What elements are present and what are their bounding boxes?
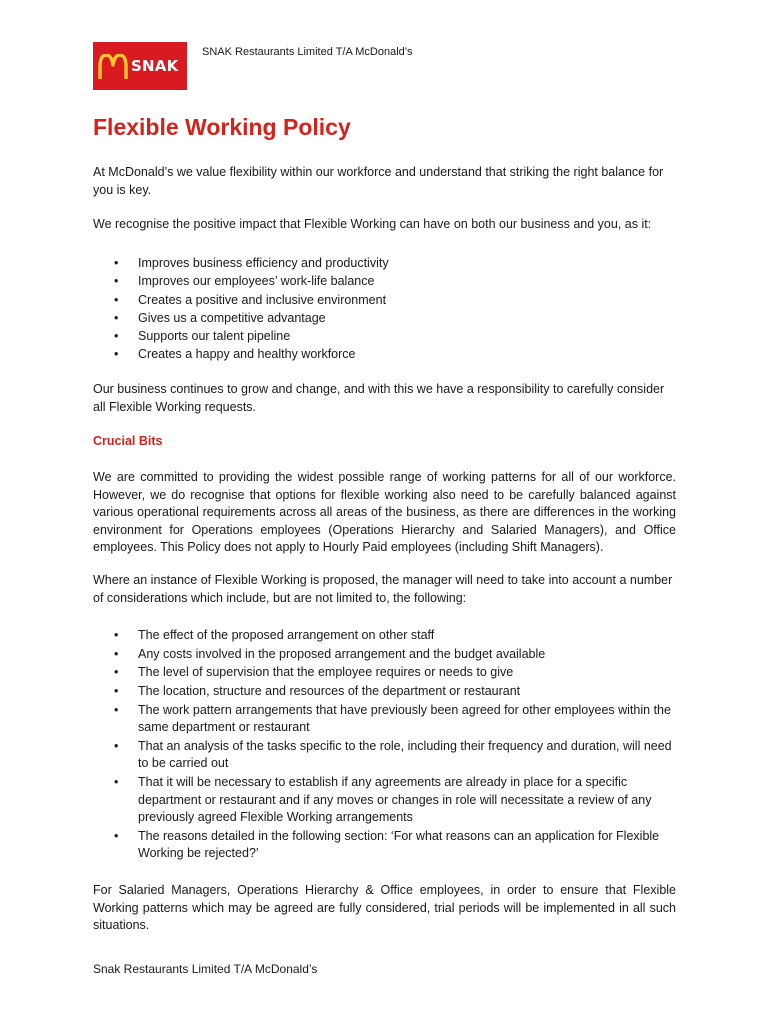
growth-paragraph: Our business continues to grow and change, and with this we have a responsibility to carefully consider all Flexible Working requests. <box>93 382 665 414</box>
benefits-list <box>93 254 683 364</box>
list-item: • That an analysis of the tasks specific to the role, including their frequency and duration, will need to be carried out <box>93 738 683 773</box>
considerations-intro: Where an instance of Flexible Working is proposed, the manager will need to take into account a number of considerations which include, but are not limited to, the following: <box>93 573 673 605</box>
considerations-list <box>93 627 683 864</box>
list-item: • The level of supervision that the employee requires or needs to give <box>93 664 683 682</box>
snak-logo <box>93 42 187 90</box>
list-item: • Improves business efficiency and productivity <box>93 254 683 272</box>
list-item: • The reasons detailed in the following section: ‘For what reasons can an application for Flexible Working be rejected?’ <box>93 828 683 863</box>
impact-paragraph: We recognise the positive impact that Flexible Working can have on both our business and you, as it: <box>93 217 652 231</box>
commitment-paragraph: We are committed to providing the widest possible range of working patterns for all of our workforce. However, we do recognise that options for flexible working also need to be carefully balanced against various operational requirements across all areas of the business, as there are differences in the working environment for Operations employees (Operations Hierarchy and Salaried Managers), and Office employees. This Policy does not apply to Hourly Paid employees (including Shift Managers). <box>93 470 676 554</box>
trial-periods-paragraph: For Salaried Managers, Operations Hierarchy & Office employees, in order to ensure that Flexible Working patterns which may be agreed are fully considered, trial periods will be implemented in all such situations. <box>93 883 676 932</box>
list-item: • Gives us a competitive advantage <box>93 309 683 327</box>
logo-text: SNAK <box>131 57 179 75</box>
golden-arches-icon <box>98 54 128 80</box>
intro-paragraph: At McDonald’s we value flexibility within our workforce and understand that striking the right balance for you is key. <box>93 165 664 197</box>
list-item: • Creates a positive and inclusive environment <box>93 291 683 309</box>
list-item: • Supports our talent pipeline <box>93 327 683 345</box>
list-item: • Any costs involved in the proposed arrangement and the budget available <box>93 646 683 664</box>
list-item: • Creates a happy and healthy workforce <box>93 345 683 363</box>
list-item: • The work pattern arrangements that have previously been agreed for other employees within the same department or restaurant <box>93 702 683 737</box>
list-item: • Improves our employees’ work-life balance <box>93 272 683 290</box>
list-item: • That it will be necessary to establish if any agreements are already in place for a specific department or restaurant and if any moves or changes in role will necessitate a review of any previously agreed Flexible Working arrangements <box>93 774 683 827</box>
header-company-name: SNAK Restaurants Limited T/A McDonald’s <box>202 46 413 58</box>
section-heading: Crucial Bits <box>93 434 163 448</box>
page-footer: Snak Restaurants Limited T/A McDonald’s <box>93 962 318 976</box>
list-item: • The location, structure and resources of the department or restaurant <box>93 683 683 701</box>
page-title: Flexible Working Policy <box>93 114 351 140</box>
list-item: • The effect of the proposed arrangement on other staff <box>93 627 683 645</box>
